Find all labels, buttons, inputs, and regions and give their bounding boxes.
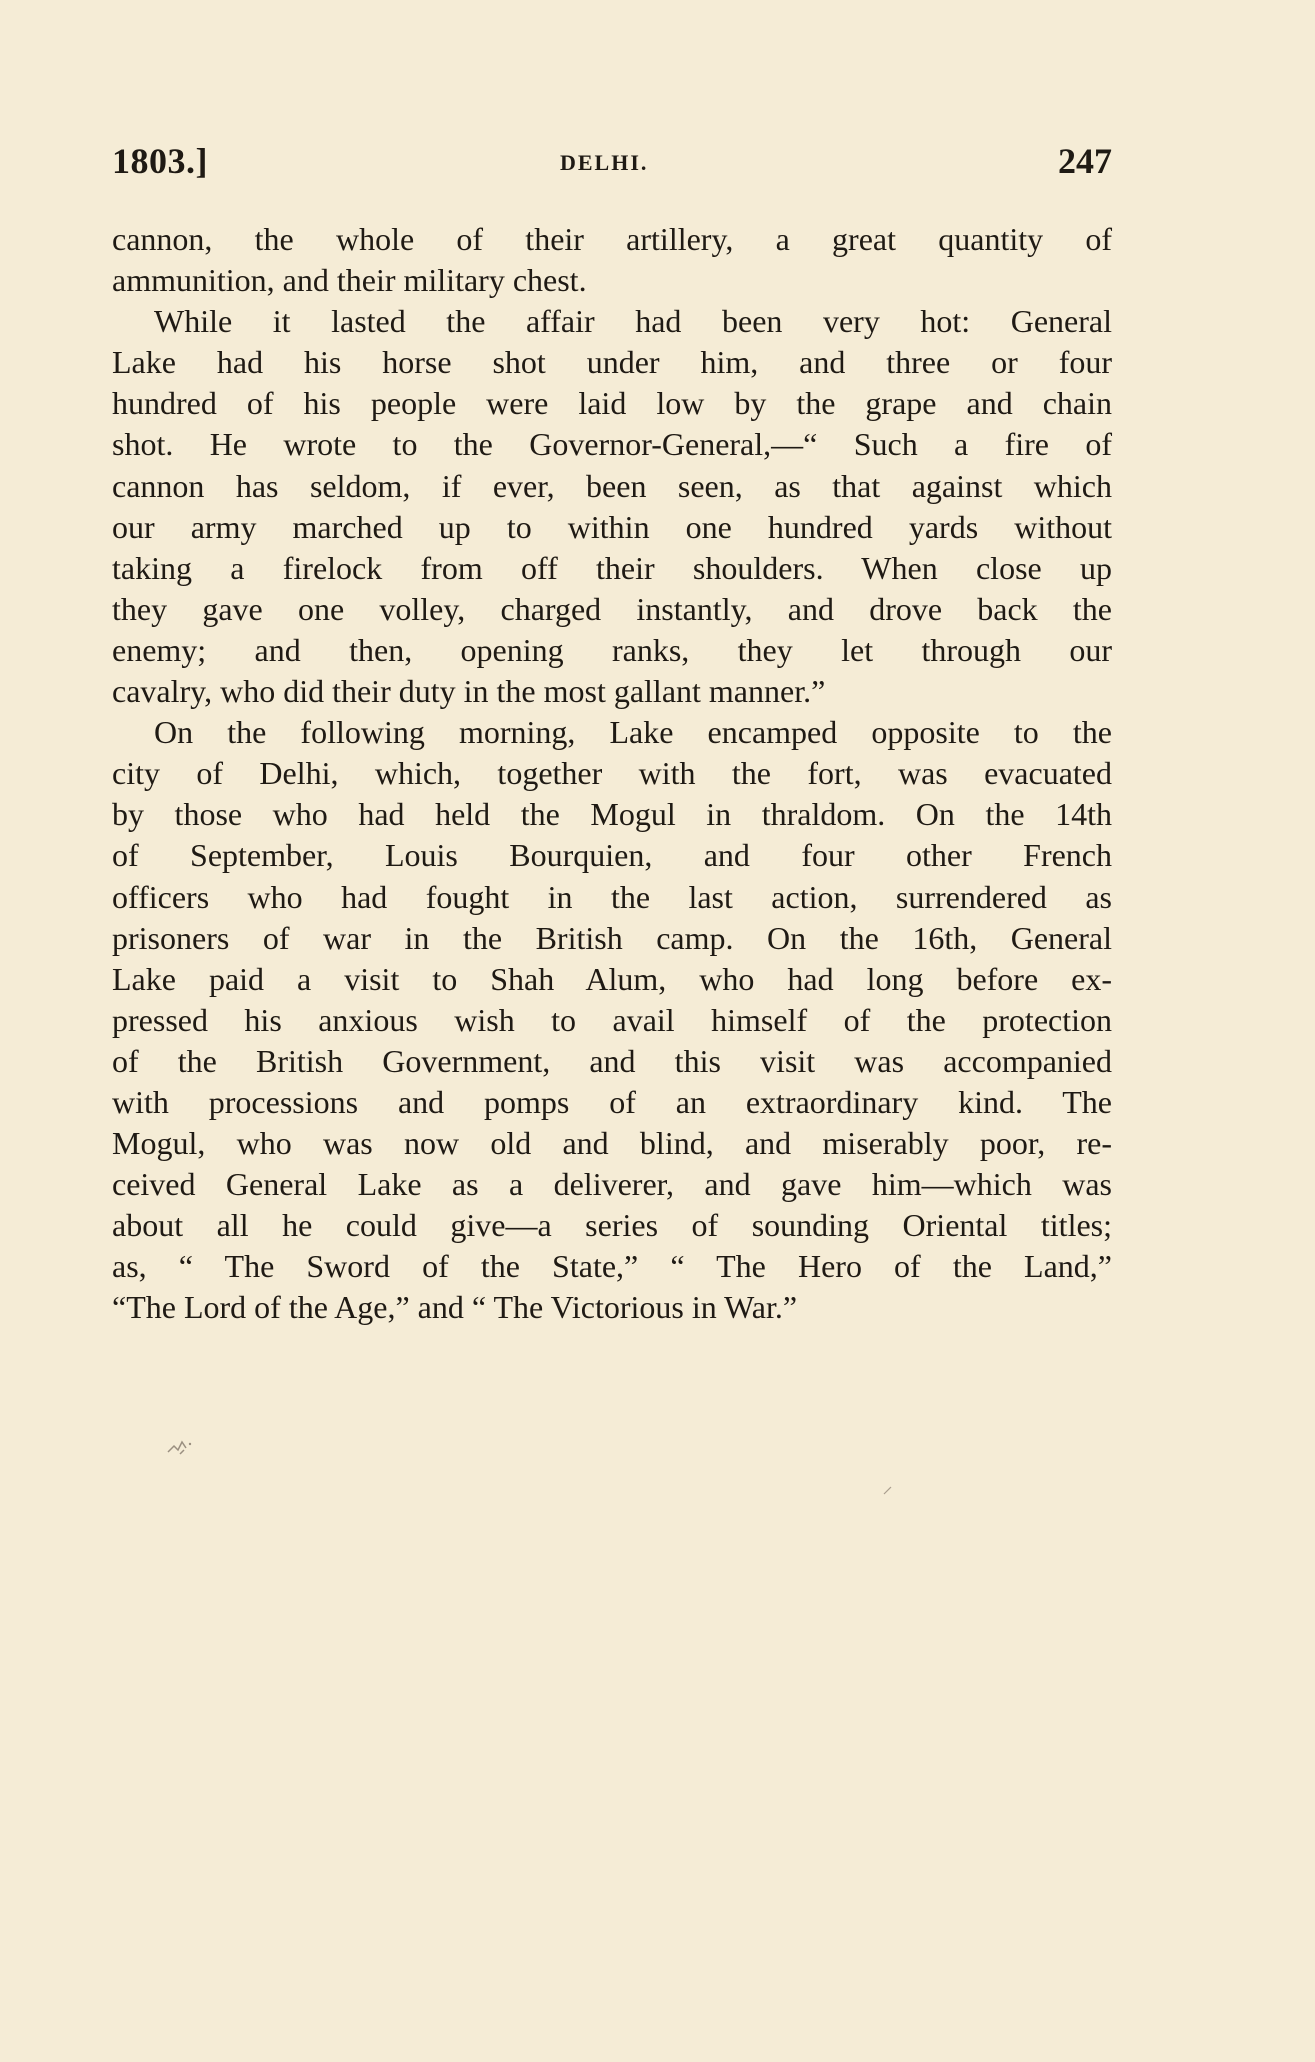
text-line: with processions and pomps of an extraordinary kind. The [112,1083,1112,1120]
text-line: cavalry, who did their duty in the most gallant manner.” [112,673,826,710]
text-line: Mogul, who was now old and blind, and miserably poor, re- [112,1125,1112,1162]
text-line: ammunition, and their military chest. [112,262,587,299]
text-line: of September, Louis Bourquien, and four other French [112,837,1112,874]
text-line: cannon, the whole of their artillery, a great quantity of [112,221,1112,257]
text-line: While it lasted the affair had been very hot: General [154,303,1112,340]
text-line: Lake paid a visit to Shah Alum, who had long before ex- [112,960,1112,997]
text-line: about all he could give—a series of sounding Oriental titles; [112,1207,1112,1244]
text-line: officers who had fought in the last action, surrendered as [112,878,1112,915]
text-line: On the following morning, Lake encamped opposite to the [154,714,1112,751]
text-line: enemy; and then, opening ranks, they let through our [112,631,1112,668]
ink-speck-mark [882,1484,894,1496]
page-number: 247 [1058,141,1112,181]
header-title: DELHI. [560,150,649,175]
body-text [112,219,1112,1329]
text-line: Lake had his horse shot under him, and three or four [112,344,1112,381]
text-line: of the British Government, and this visit was accompanied [112,1042,1112,1079]
text-line: pressed his anxious wish to avail himself of the protection [112,1001,1112,1038]
ink-speck-mark [160,1430,220,1460]
text-line: “The Lord of the Age,” and “ The Victorious in War.” [112,1289,798,1326]
text-line: city of Delhi, which, together with the fort, was evacuated [112,755,1112,792]
text-line: by those who had held the Mogul in thraldom. On the 14th [112,796,1112,833]
text-line: prisoners of war in the British camp. On the 16th, General [112,919,1112,956]
text-line: cannon has seldom, if ever, been seen, as that against which [112,467,1112,504]
text-line: as, “ The Sword of the State,” “ The Hero of the Land,” [112,1248,1112,1285]
text-line: taking a firelock from off their shoulders. When close up [112,549,1112,586]
text-line: they gave one volley, charged instantly, and drove back the [112,590,1112,627]
text-line: our army marched up to within one hundred yards without [112,508,1112,545]
text-line: shot. He wrote to the Governor-General,—“ Such a fire of [112,426,1112,463]
header-year: 1803.] [112,141,208,181]
text-line: hundred of his people were laid low by the grape and chain [112,385,1112,422]
text-line: ceived General Lake as a deliverer, and gave him—which was [112,1166,1112,1203]
running-header [112,140,1112,188]
